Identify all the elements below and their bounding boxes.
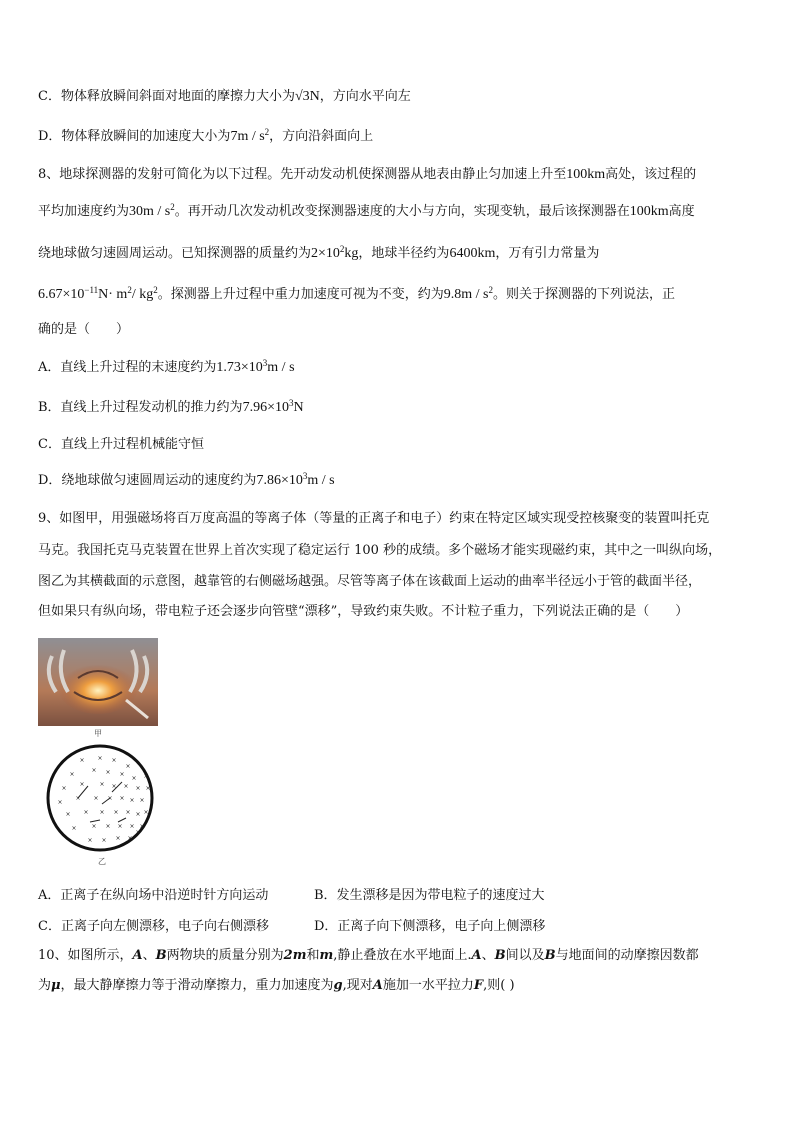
svg-text:×: ×: [135, 811, 141, 818]
svg-text:×: ×: [129, 823, 135, 830]
q10-line-1: 10、如图所示，A、B两物块的质量分别为2m和m,静止叠放在水平地面上.A、B间以及B与地面间的动摩擦因数都: [38, 948, 699, 963]
svg-text:×: ×: [131, 775, 137, 782]
svg-text:×: ×: [105, 769, 111, 776]
svg-text:×: ×: [101, 837, 107, 844]
q9-option-c: C．正离子向左侧漂移，电子向右侧漂移: [38, 919, 269, 934]
svg-text:×: ×: [115, 835, 121, 842]
q7-option-c-tail: ，方向水平向左: [319, 89, 411, 104]
q8-line-5: 确的是（ ）: [38, 322, 130, 337]
q7-option-d-math: $7m / s^2$: [230, 127, 270, 144]
q9-line-4: 但如果只有纵向场，带电粒子还会逐步向管壁“漂移”，导致约束失败。不计粒子重力，下列说法正确的是（ ）: [38, 604, 689, 619]
svg-text:×: ×: [99, 809, 105, 816]
svg-text:×: ×: [69, 771, 75, 778]
q8-option-b: B．直线上升过程发动机的推力约为$7.96\times 10^3N$: [38, 398, 304, 415]
q8-line-2: 平均加速度约为$30m / s^2$。再开动几次发动机改变探测器速度的大小与方向，实现变轨，最后该探测器在100km高度: [38, 202, 695, 219]
svg-text:×: ×: [135, 829, 141, 836]
svg-text:×: ×: [83, 809, 89, 816]
svg-text:×: ×: [143, 773, 149, 780]
q8-line-1: 8、地球探测器的发射可简化为以下过程。先开动发动机使探测器从地表由静止匀加速上升至100km高处，该过程的: [38, 167, 697, 182]
svg-text:×: ×: [129, 797, 135, 804]
svg-text:×: ×: [135, 785, 141, 792]
q8-line-4: $6.67\times 10^{-11}N\cdot m^2/$ $kg^2$。探测器上升过程中重力加速度可视为不变，约为$9.8m / s^2$。则关于探测器的下列说法，正: [38, 285, 675, 302]
q9-option-d: D．正离子向下侧漂移，电子向上侧漂移: [314, 919, 546, 934]
svg-text:×: ×: [93, 795, 99, 802]
svg-text:×: ×: [65, 811, 71, 818]
q9-line-1: 9、如图甲，用强磁场将百万度高温的等离子体（等量的正离子和电子）约束在特定区域实现受控核聚变的装置叫托克: [38, 511, 710, 526]
q8-line-3: 绕地球做匀速圆周运动。已知探测器的质量约为$2\times 10^2kg$，地球半径约为6400km，万有引力常量为: [38, 244, 600, 261]
svg-text:×: ×: [91, 823, 97, 830]
q8-option-d: D．绕地球做匀速圆周运动的速度约为$7.86\times 10^3m / s$: [38, 471, 335, 488]
svg-text:×: ×: [111, 783, 117, 790]
q7-option-d-text: D．物体释放瞬间的加速度大小为: [38, 129, 231, 144]
tokamak-photo-image: [38, 638, 158, 726]
q9-line-2: 马克。我国托克马克装置在世界上首次实现了稳定运行 100 秒的成绩。多个磁场才能实现磁约束，其中之一叫纵向场，: [38, 543, 722, 558]
svg-text:×: ×: [87, 837, 93, 844]
svg-text:×: ×: [143, 809, 149, 816]
cross-section-diagram: [42, 742, 162, 854]
svg-text:×: ×: [71, 825, 77, 832]
svg-text:×: ×: [91, 767, 97, 774]
q9-option-a: A．正离子在纵向场中沿逆时针方向运动: [38, 888, 269, 903]
q8-option-a: A．直线上升过程的末速度约为$1.73\times 10^3m / s$: [38, 358, 295, 375]
svg-text:×: ×: [61, 785, 67, 792]
svg-text:×: ×: [119, 795, 125, 802]
svg-text:×: ×: [99, 781, 105, 788]
svg-text:×: ×: [57, 799, 63, 806]
q7-option-c-math: √3N: [294, 89, 320, 104]
svg-text:×: ×: [79, 781, 85, 788]
q10-line-2: 为μ，最大静摩擦力等于滑动摩擦力，重力加速度为g,现对A施加一水平拉力F,则( ): [38, 978, 515, 993]
q7-option-c-text: C．物体释放瞬间斜面对地面的摩擦力大小为: [38, 89, 295, 104]
q9-line-3: 图乙为其横截面的示意图，越靠管的右侧磁场越强。尽管等离子体在该截面上运动的曲率半径远小于管的截面半径，: [38, 574, 702, 589]
tokamak-photo: [38, 638, 158, 726]
svg-text:×: ×: [127, 835, 133, 842]
svg-text:×: ×: [139, 823, 145, 830]
q9-option-b: B．发生漂移是因为带电粒子的速度过大: [314, 888, 545, 903]
q8-option-c: C．直线上升过程机械能守恒: [38, 437, 204, 452]
svg-text:×: ×: [125, 809, 131, 816]
svg-text:×: ×: [111, 757, 117, 764]
svg-text:×: ×: [97, 755, 103, 762]
svg-text:×: ×: [119, 771, 125, 778]
q7-option-d: [38, 128, 373, 146]
svg-text:×: ×: [105, 823, 111, 830]
svg-text:×: ×: [139, 797, 145, 804]
svg-text:×: ×: [113, 809, 119, 816]
svg-text:×: ×: [79, 757, 85, 764]
figure-jia-caption: 甲: [94, 729, 102, 738]
svg-text:×: ×: [117, 823, 123, 830]
svg-text:×: ×: [107, 795, 113, 802]
svg-text:×: ×: [123, 783, 129, 790]
svg-text:×: ×: [145, 785, 151, 792]
figure-yi-caption: 乙: [98, 857, 106, 866]
svg-text:×: ×: [75, 795, 81, 802]
cross-section-svg: [42, 742, 162, 854]
svg-text:×: ×: [125, 763, 131, 770]
q7-option-c: [38, 88, 411, 106]
q7-option-d-tail: ，方向沿斜面向上: [269, 129, 374, 144]
